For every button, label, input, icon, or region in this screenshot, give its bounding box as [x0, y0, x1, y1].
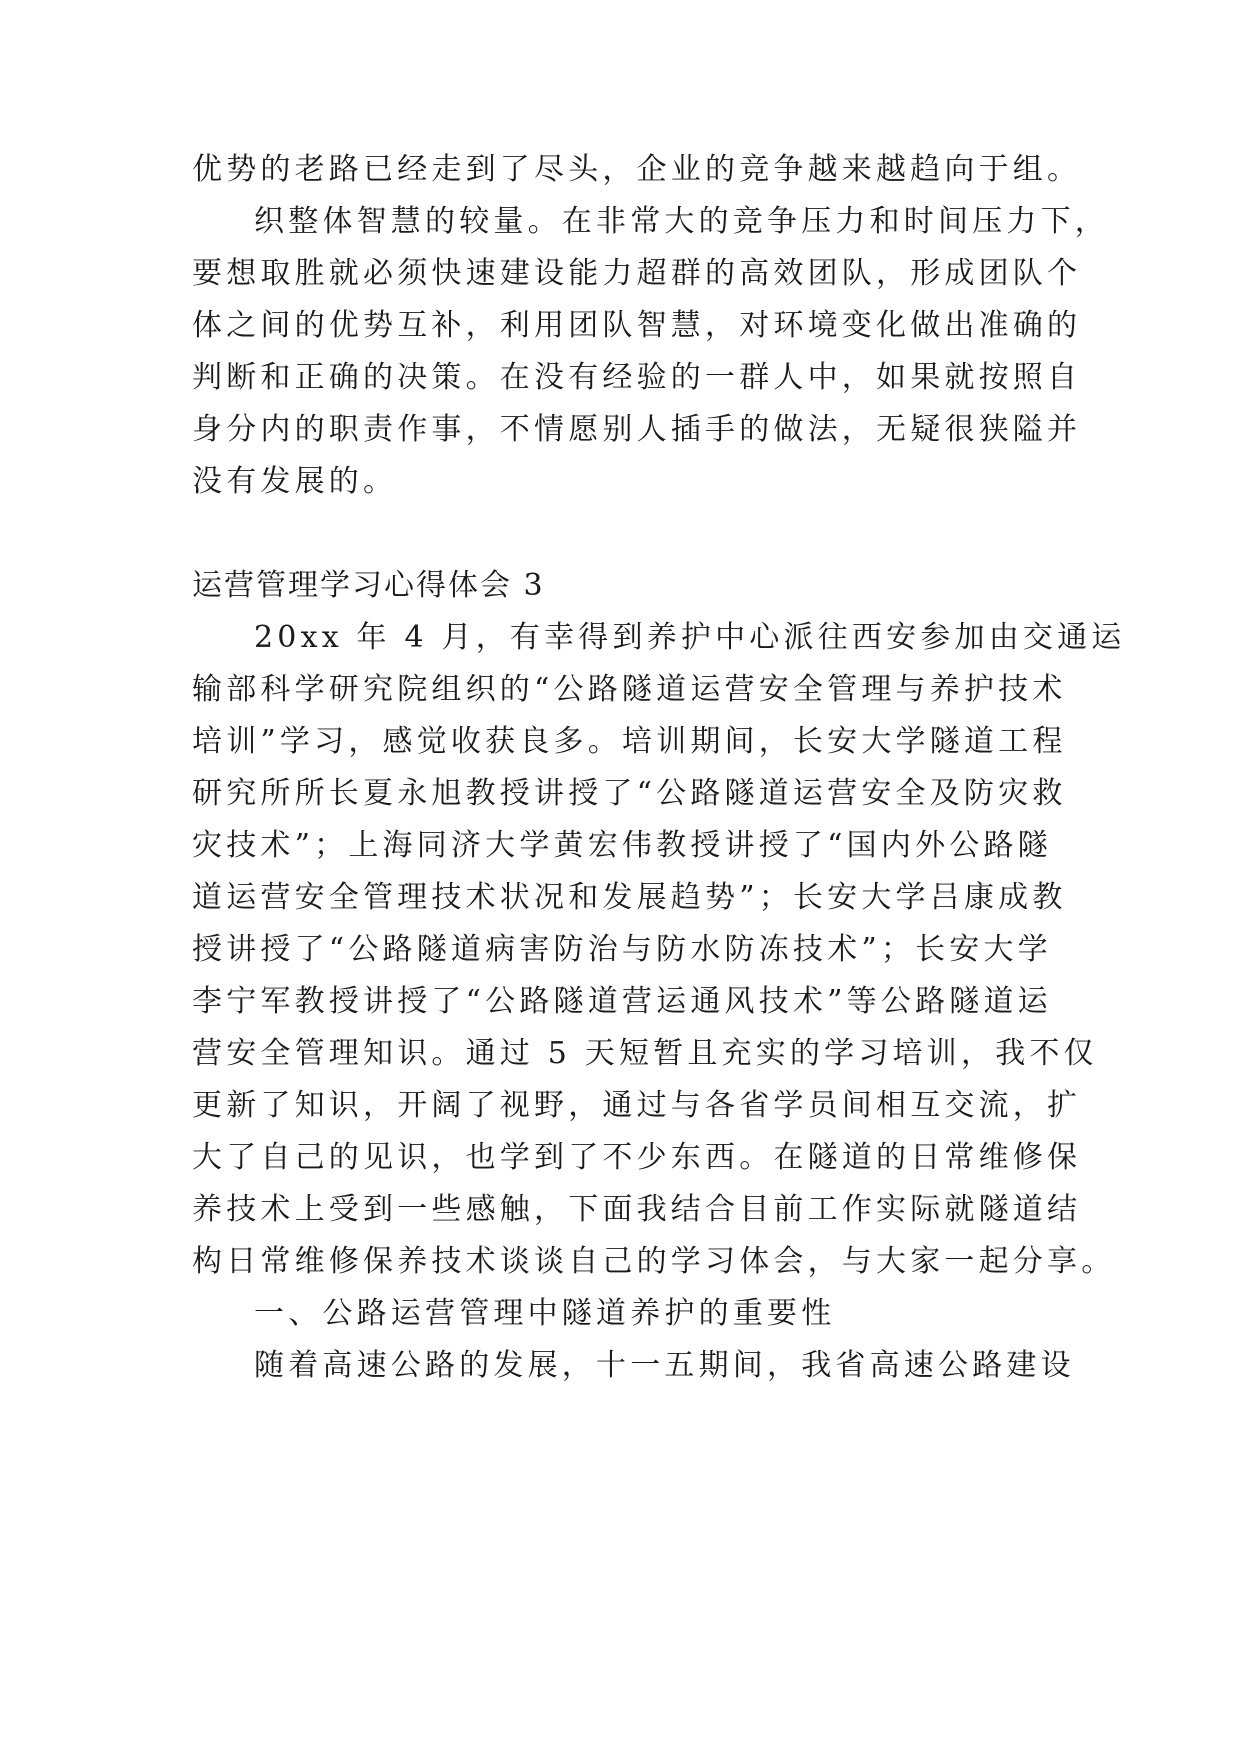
- paragraph-3-line-2: 输部科学研究院组织的“公路隧道运营安全管理与养护技术: [192, 672, 1067, 707]
- paragraph-2-line-2: 要想取胜就必须快速建设能力超群的高效团队，形成团队个: [192, 256, 1082, 291]
- paragraph-2-line-5: 身分内的职责作事，不情愿别人插手的做法，无疑很狭隘并: [192, 412, 1082, 447]
- paragraph-4-line-1: 随着高速公路的发展，十一五期间，我省高速公路建设: [254, 1348, 1075, 1383]
- paragraph-3-line-12: 养技术上受到一些感触，下面我结合目前工作实际就隧道结: [192, 1192, 1082, 1227]
- paragraph-3-line-8: 李宁军教授讲授了“公路隧道营运通风技术”等公路隧道运: [192, 984, 1052, 1019]
- paragraph-3-line-3: 培训”学习，感觉收获良多。培训期间，长安大学隧道工程: [192, 724, 1067, 759]
- paragraph-3-line-11: 大了自己的见识，也学到了不少东西。在隧道的日常维修保: [192, 1140, 1082, 1175]
- paragraph-3-line-10: 更新了知识，开阔了视野，通过与各省学员间相互交流，扩: [192, 1088, 1082, 1123]
- paragraph-3-line-9: 营安全管理知识。通过 5 天短暂且充实的学习培训，我不仅: [192, 1036, 1098, 1071]
- paragraph-3-line-13: 构日常维修保养技术谈谈自己的学习体会，与大家一起分享。: [192, 1244, 1116, 1279]
- subheading-1: 一、公路运营管理中隧道养护的重要性: [254, 1296, 836, 1331]
- paragraph-2-line-1: 织整体智慧的较量。在非常大的竞争压力和时间压力下，: [254, 204, 1109, 239]
- paragraph-1-line-1: 优势的老路已经走到了尽头，企业的竞争越来越趋向于组。: [192, 152, 1082, 187]
- paragraph-3-line-4: 研究所所长夏永旭教授讲授了“公路隧道运营安全及防灾救: [192, 776, 1067, 811]
- paragraph-3-line-5: 灾技术”；上海同济大学黄宏伟教授讲授了“国内外公路隧: [192, 828, 1052, 863]
- paragraph-3-line-1: 20xx 年 4 月，有幸得到养护中心派往西安参加由交通运: [254, 620, 1126, 655]
- paragraph-3-line-6: 道运营安全管理技术状况和发展趋势”；长安大学吕康成教: [192, 880, 1067, 915]
- paragraph-3-line-7: 授讲授了“公路隧道病害防治与防水防冻技术”；长安大学: [192, 932, 1052, 967]
- paragraph-2-line-4: 判断和正确的决策。在没有经验的一群人中，如果就按照自: [192, 360, 1082, 395]
- section-heading: 运营管理学习心得体会 3: [192, 568, 545, 603]
- paragraph-2-line-6: 没有发展的。: [192, 464, 398, 499]
- paragraph-2-line-3: 体之间的优势互补，利用团队智慧，对环境变化做出准确的: [192, 308, 1082, 343]
